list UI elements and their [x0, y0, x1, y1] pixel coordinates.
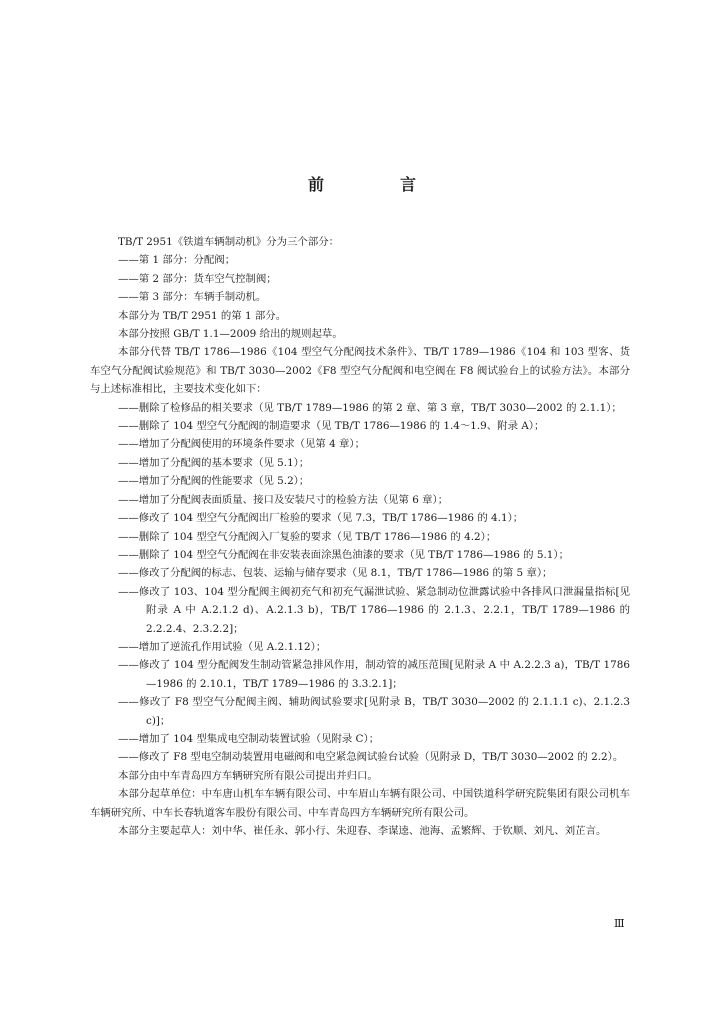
change-item: ——增加了分配阀使用的环境条件要求（见第 4 章）；	[118, 438, 365, 451]
part-list-item: ——第 3 部分：车辆手制动机。	[118, 291, 267, 304]
intro-paragraph: TB/T 2951《铁道车辆制动机》分为三个部分：	[118, 236, 339, 248]
change-item: ——增加了 104 型集成电空制动装置试验（见附录 C）；	[118, 732, 380, 745]
drafters-paragraph: 本部分主要起草人：刘中华、崔任永、郭小行、朱迎春、李谋逵、池海、孟繁辉、于钦顺、刘凡、刘芷言。	[118, 825, 607, 837]
drafting-units-paragraph: 本部分起草单位：中车唐山机车车辆有限公司、中车眉山车辆有限公司、中国铁道科学研究院集团有限公司机车车辆研究所、中车长春轨道客车股份有限公司、中车青岛四方车辆研究所有限公司。	[90, 788, 630, 819]
change-item: ——删除了 104 型空气分配阀入厂复验的要求（见 TB/T 1786—1986 的 4.2）；	[118, 530, 497, 543]
change-item: ——修改了 104 型分配阀发生制动管紧急排风作用，制动管的减压范围[见附录 A 中 A.2.2.3 a)，TB/T 1786—1986 的 2.10.1，TB/T 1789—1986 的 3.3.2.1]；	[118, 659, 630, 690]
part-list-item: ——第 1 部分：分配阀；	[118, 254, 236, 267]
change-item: ——修改了 103、104 型分配阀主阀初充气和初充气漏泄试验、紧急制动位泄露试验中各排风口泄漏量指标[见附录 A 中 A.2.1.2 d)、A.2.1.3 b)，TB/T 1786—1986 的 2.1.3、2.2.1，TB/T 1789—1986 的 2.2.2.4、2.3.2.2]；	[118, 585, 630, 635]
change-item: ——修改了 F8 型空气分配阀主阀、辅助阀试验要求[见附录 B，TB/T 3030—2002 的 2.1.1.1 c)、2.1.2.3 c)]；	[118, 696, 630, 727]
part-list-item: ——第 2 部分：货车空气控制阀；	[118, 272, 277, 285]
change-item: ——删除了 104 型空气分配阀的制造要求（见 TB/T 1786—1986 的 1.4～1.9、附录 A）；	[118, 420, 545, 433]
change-item: ——增加了分配阀的基本要求（见 5.1）；	[118, 456, 310, 469]
part-statement: 本部分为 TB/T 2951 的第 1 部分。	[118, 309, 287, 322]
change-item: ——修改了分配阀的标志、包装、运输与储存要求（见 8.1，TB/T 1786—1986 的第 5 章）；	[118, 567, 553, 580]
change-item: ——增加了分配阀的性能要求（见 5.2）；	[118, 475, 310, 488]
replacement-paragraph: 本部分代替 TB/T 1786—1986《104 型空气分配阀技术条件》、TB/T 1789—1986《104 和 103 型客、货车空气分配阀试验规范》和 TB/T 3030—2002《F8 型空气分配阀和电空阀在 F8 阀试验台上的试验方法》。本部分与上述标准相比，主要技术变化如下：	[90, 346, 630, 396]
change-item: ——删除了 104 型空气分配阀在非安装表面涂黑色油漆的要求（见 TB/T 1786—1986 的 5.1）；	[118, 548, 569, 561]
page-title: 前 言	[307, 175, 446, 194]
change-item: ——增加了分配阀表面质量、接口及安装尺寸的检验方法（见第 6 章）；	[118, 493, 449, 506]
proposer-paragraph: 本部分由中车青岛四方车辆研究所有限公司提出并归口。	[118, 769, 378, 782]
foreword-body	[90, 233, 630, 840]
drafting-rules-paragraph: 本部分按照 GB/T 1.1—2009 给出的规则起草。	[118, 328, 343, 341]
change-item: ——修改了 F8 型电空制动装置用电磁阀和电空紧急阀试验台试验（见附录 D，TB/T 3030—2002 的 2.2）。	[118, 751, 624, 764]
change-item: ——增加了逆流孔作用试验（见 A.2.1.12）；	[118, 640, 327, 653]
page-number: Ⅲ	[614, 917, 625, 930]
change-item: ——修改了 104 型空气分配阀出厂检验的要求（见 7.3，TB/T 1786—1986 的 4.1）；	[118, 512, 524, 525]
change-item: ——删除了检修品的相关要求（见 TB/T 1789—1986 的第 2 章、第 3 章，TB/T 3030—2002 的 2.1.1）；	[118, 401, 622, 414]
